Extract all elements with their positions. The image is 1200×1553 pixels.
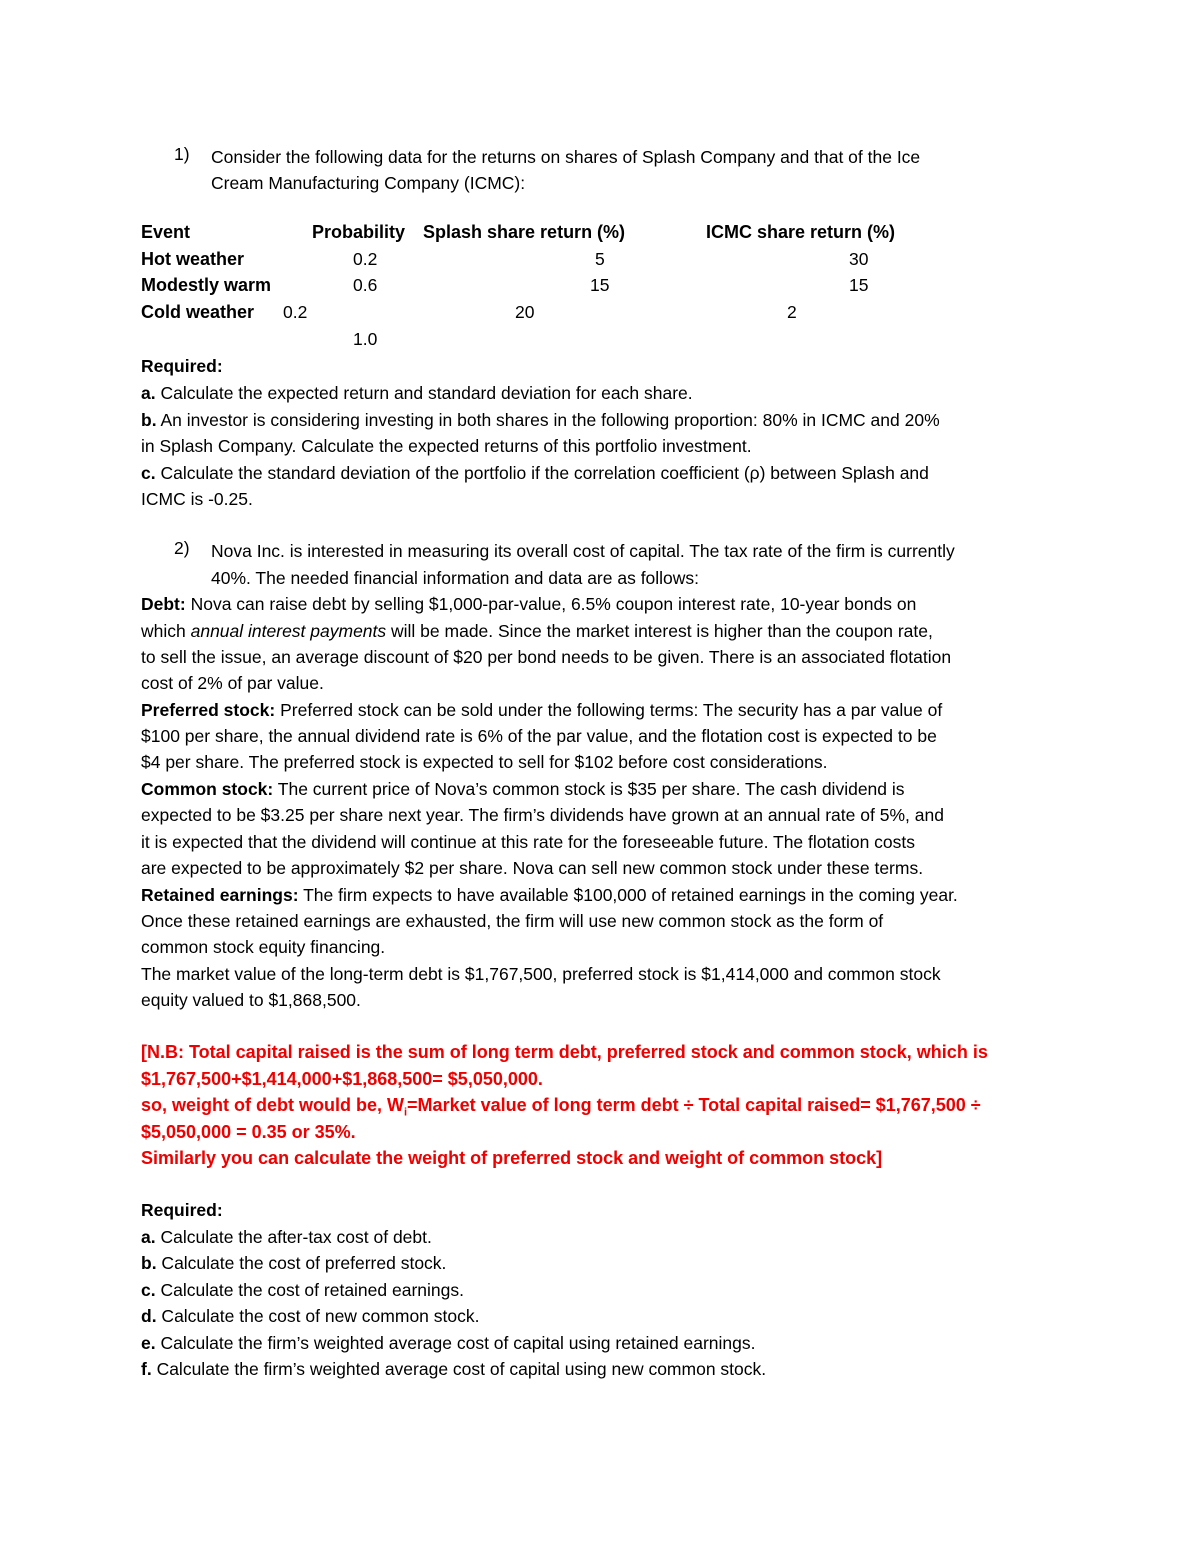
preferred-paragraph: Preferred stock: Preferred stock can be sold under the following terms: The security has a par value of bbox=[141, 700, 943, 720]
table-cell: 2 bbox=[787, 302, 797, 322]
table-cell: 5 bbox=[595, 249, 605, 269]
table-cell: 30 bbox=[849, 249, 869, 269]
probability-total: 1.0 bbox=[353, 329, 378, 349]
nb-line: Similarly you can calculate the weight of preferred stock and weight of common stock] bbox=[141, 1148, 883, 1168]
required-item-c: c. Calculate the standard deviation of the portfolio if the correlation coefficient (ρ) between Splash and bbox=[141, 463, 929, 483]
intro-text: Cream Manufacturing Company (ICMC): bbox=[211, 173, 526, 193]
required-item: a. Calculate the after-tax cost of debt. bbox=[141, 1227, 432, 1247]
required-heading: Required: bbox=[141, 1200, 223, 1220]
intro-text: Nova Inc. is interested in measuring its overall cost of capital. The tax rate of the firm is currently bbox=[211, 541, 955, 561]
retained-paragraph: Retained earnings: The firm expects to have available $100,000 of retained earnings in the coming year. bbox=[141, 885, 958, 905]
nb-line: $1,767,500+$1,414,000+$1,868,500= $5,050,000. bbox=[141, 1069, 543, 1089]
debt-paragraph: Debt: Nova can raise debt by selling $1,000-par-value, 6.5% coupon interest rate, 10-year bonds on bbox=[141, 594, 917, 614]
required-item-a: a. Calculate the expected return and standard deviation for each share. bbox=[141, 383, 693, 403]
retained-paragraph: common stock equity financing. bbox=[141, 937, 386, 957]
market-value-paragraph: equity valued to $1,868,500. bbox=[141, 990, 361, 1010]
required-heading: Required: bbox=[141, 356, 223, 376]
table-cell: 15 bbox=[590, 275, 610, 295]
required-item: b. Calculate the cost of preferred stock. bbox=[141, 1253, 447, 1273]
table-cell: 0.6 bbox=[353, 275, 378, 295]
common-paragraph: Common stock: The current price of Nova’s common stock is $35 per share. The cash dividend is bbox=[141, 779, 905, 799]
nb-line: $5,050,000 = 0.35 or 35%. bbox=[141, 1122, 356, 1142]
preferred-paragraph: $100 per share, the annual dividend rate is 6% of the par value, and the flotation cost is expected to be bbox=[141, 726, 937, 746]
debt-paragraph: which annual interest payments will be made. Since the market interest is higher than the coupon rate, bbox=[141, 621, 933, 641]
common-paragraph: expected to be $3.25 per share next year. The firm’s dividends have grown at an annual rate of 5%, and bbox=[141, 805, 944, 825]
common-paragraph: are expected to be approximately $2 per share. Nova can sell new common stock under these terms. bbox=[141, 858, 924, 878]
debt-paragraph: cost of 2% of par value. bbox=[141, 673, 324, 693]
required-item: e. Calculate the firm’s weighted average cost of capital using retained earnings. bbox=[141, 1333, 756, 1353]
table-cell: Hot weather bbox=[141, 249, 245, 269]
table-cell: 0.2 bbox=[283, 302, 308, 322]
table-cell: 20 bbox=[515, 302, 535, 322]
intro-text: Consider the following data for the returns on shares of Splash Company and that of the Ice bbox=[211, 147, 921, 167]
intro-text: 40%. The needed financial information and data are as follows: bbox=[211, 568, 700, 588]
table-cell: Modestly warm bbox=[141, 275, 272, 295]
common-paragraph: it is expected that the dividend will continue at this rate for the foreseeable future. The flotation costs bbox=[141, 832, 916, 852]
required-item-c-cont: ICMC is -0.25. bbox=[141, 489, 253, 509]
nb-line: so, weight of debt would be, $W_i=Market$ value of long term debt ÷ Total capital raised= $1,767,500 ÷ bbox=[141, 1095, 981, 1119]
required-item: c. Calculate the cost of retained earnings. bbox=[141, 1280, 464, 1300]
question-number: 2) bbox=[174, 538, 190, 558]
table-cell: Cold weather bbox=[141, 302, 255, 322]
table-cell: 15 bbox=[849, 275, 869, 295]
question-number: 1) bbox=[174, 144, 190, 164]
required-item: d. Calculate the cost of new common stock. bbox=[141, 1306, 480, 1326]
debt-paragraph: to sell the issue, an average discount of $20 per bond needs to be given. There is an associated flotation bbox=[141, 647, 952, 667]
table-header: Splash share return (%) bbox=[423, 222, 626, 242]
nb-line: [N.B: Total capital raised is the sum of long term debt, preferred stock and common stock, which is bbox=[141, 1042, 988, 1062]
required-item: f. Calculate the firm’s weighted average cost of capital using new common stock. bbox=[141, 1359, 767, 1379]
table-header: Probability bbox=[312, 222, 406, 242]
table-cell: 0.2 bbox=[353, 249, 378, 269]
retained-paragraph: Once these retained earnings are exhausted, the firm will use new common stock as the form of bbox=[141, 911, 884, 931]
table-header: Event bbox=[141, 222, 191, 242]
preferred-paragraph: $4 per share. The preferred stock is expected to sell for $102 before cost considerations. bbox=[141, 752, 828, 772]
table-header: ICMC share return (%) bbox=[706, 222, 896, 242]
required-item-b-cont: in Splash Company. Calculate the expected returns of this portfolio investment. bbox=[141, 436, 752, 456]
required-item-b: b. An investor is considering investing in both shares in the following proportion: 80% in ICMC and 20% bbox=[141, 410, 940, 430]
market-value-paragraph: The market value of the long-term debt is $1,767,500, preferred stock is $1,414,000 and common stock bbox=[141, 964, 941, 984]
